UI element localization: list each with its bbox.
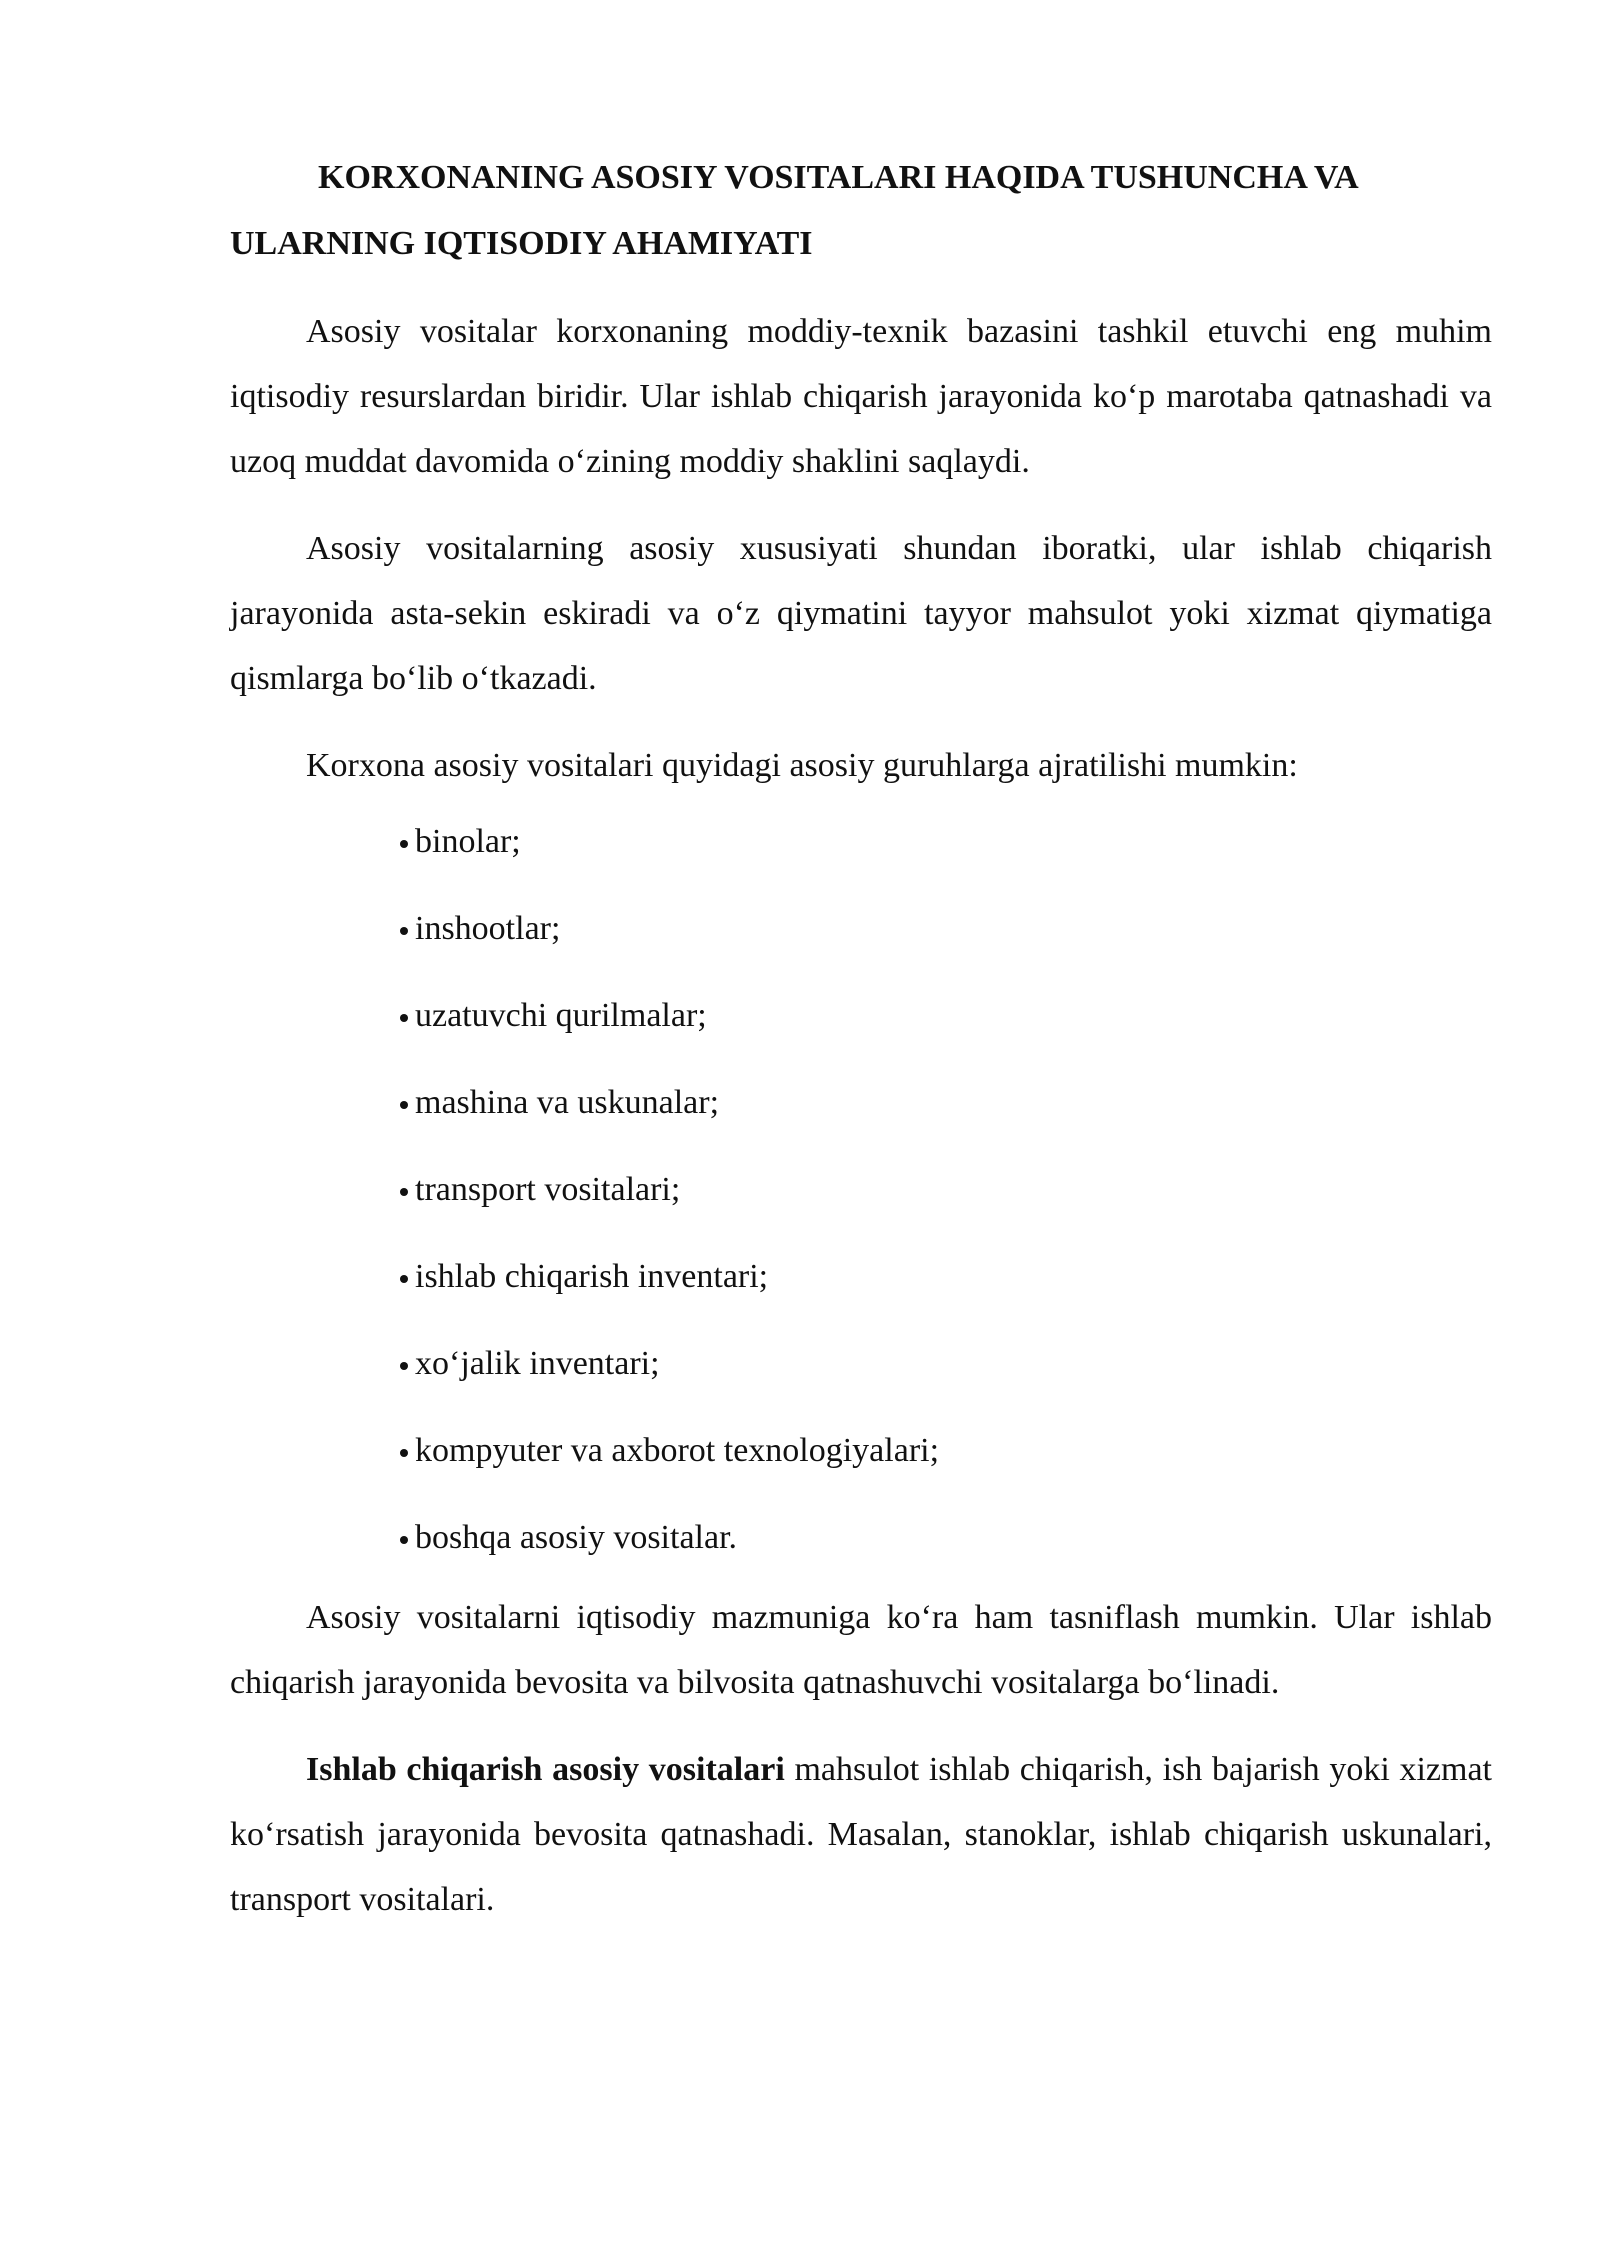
bullet-icon [400,1362,408,1370]
list-item-text: uzatuvchi qurilmalar; [415,997,707,1034]
list-item [400,1342,1492,1385]
list-item-text: ishlab chiqarish inventari; [415,1258,769,1295]
paragraph-5-text: mahsulot ishlab chiqarish, ish bajarish yoki xizmat ko‘rsatish jarayonida bevosita qatnashadi. Masalan, stanoklar, ishlab chiqarish uskunalari, transport vositalari. [230,1751,1493,1918]
document-page [230,145,1492,1932]
paragraph-4: Asosiy vositalarni iqtisodiy mazmuniga ko‘ra ham tasniflash mumkin. Ular ishlab chiqarish jarayonida bevosita va bilvosita qatnashuvchi vositalarga bo‘linadi. [230,1599,1492,1701]
list-item [400,1081,1492,1124]
bullet-icon [400,1188,408,1196]
asset-groups-list [230,820,1492,1559]
bullet-icon [400,1014,408,1022]
list-item-text: binolar; [415,823,521,860]
bullet-icon [400,840,408,848]
list-item [400,1516,1492,1559]
list-item [400,1429,1492,1472]
list-item [400,994,1492,1037]
list-item [400,1255,1492,1298]
bullet-icon [400,1449,408,1457]
bullet-icon [400,1101,408,1109]
paragraph-3: Korxona asosiy vositalari quyidagi asosiy guruhlarga ajratilishi mumkin: [306,747,1298,784]
paragraph-1: Asosiy vositalar korxonaning moddiy-texnik bazasini tashkil etuvchi eng muhim iqtisodiy resurslardan biridir. Ular ishlab chiqarish jarayonida ko‘p marotaba qatnashadi va uzoq muddat davomida o‘zining moddiy shaklini saqlaydi. [230,313,1492,480]
paragraph-5-bold-term: Ishlab chiqarish asosiy vositalari [306,1751,785,1788]
list-item-text: mashina va uskunalar; [415,1084,720,1121]
list-item-text: transport vositalari; [415,1171,681,1208]
list-item-text: xo‘jalik inventari; [415,1345,660,1382]
document-title: KORXONANING ASOSIY VOSITALARI HAQIDA TUSHUNCHA VA ULARNING IQTISODIY AHAMIYATI [230,159,1357,262]
bullet-icon [400,927,408,935]
list-item [400,820,1492,863]
paragraph-2: Asosiy vositalarning asosiy xususiyati shundan iboratki, ular ishlab chiqarish jarayonida asta-sekin eskiradi va o‘z qiymatini tayyor mahsulot yoki xizmat qiymatiga qismlarga bo‘lib o‘tkazadi. [230,530,1492,697]
bullet-icon [400,1275,408,1283]
list-item [400,907,1492,950]
bullet-icon [400,1536,408,1544]
list-item-text: kompyuter va axborot texnologiyalari; [415,1432,940,1469]
list-item [400,1168,1492,1211]
list-item-text: boshqa asosiy vositalar. [415,1519,738,1556]
paragraph-5 [230,1737,1492,1932]
list-item-text: inshootlar; [415,910,561,947]
